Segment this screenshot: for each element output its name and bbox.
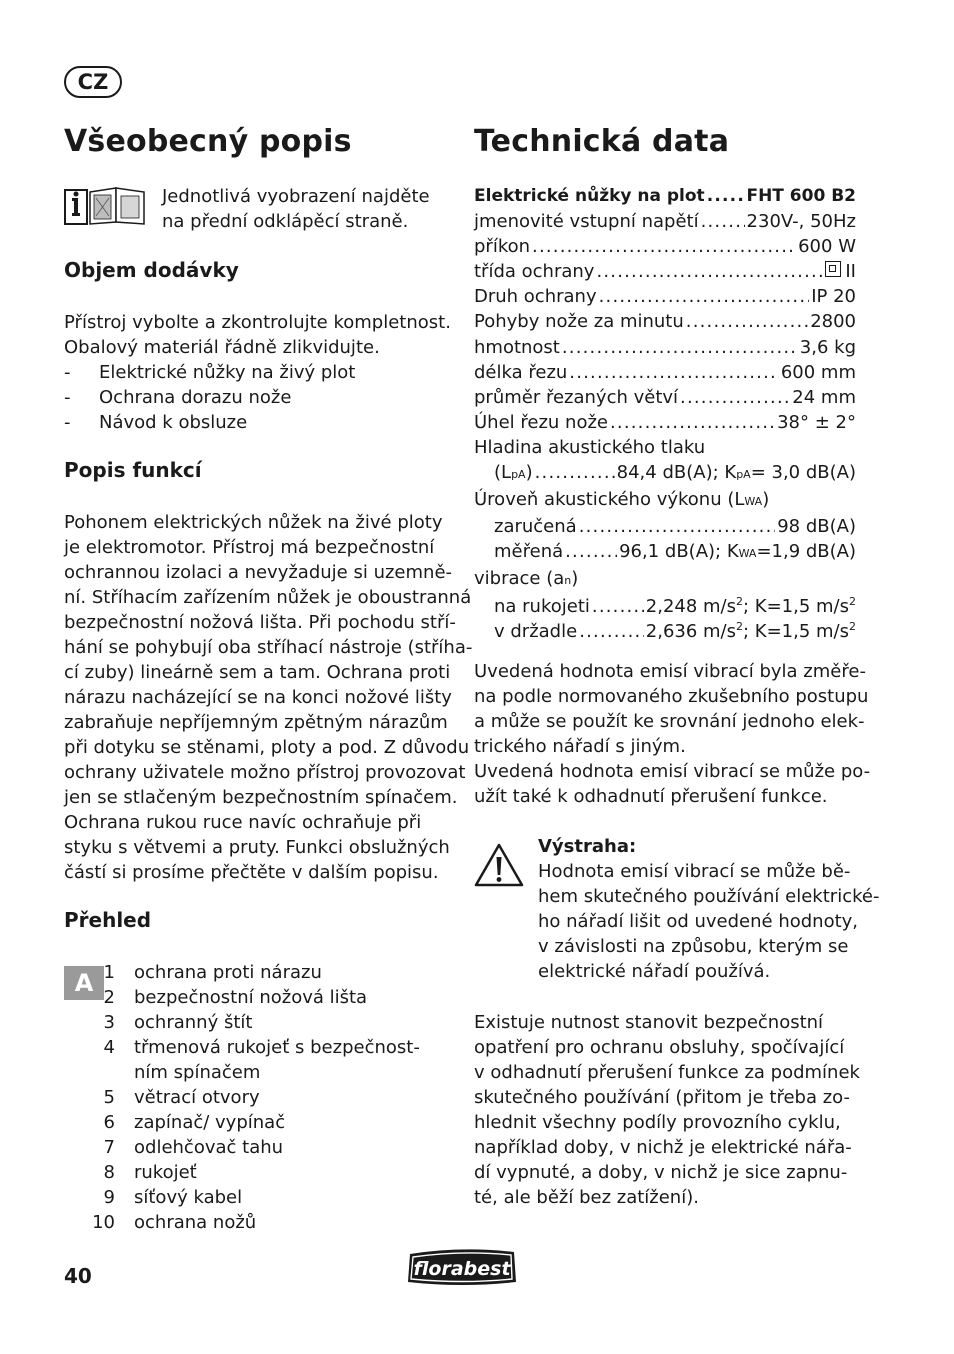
spec-row: Úhel řezu nože ..... 38° ± 2° (474, 410, 856, 435)
list-item: 4 třmenová rukojeť s bezpečnost- (103, 1037, 420, 1058)
list-item: - Elektrické nůžky na živý plot (64, 360, 451, 385)
figure-letter-badge: A (64, 966, 104, 1000)
delivery-text: Přístroj vybolte a zkontrolujte kompletnost. Obalový materiál řádně zlikvidujte. - Elektrické nůžky na živý plot - Ochrana dorazu nože - Návod k obsluze (64, 310, 451, 435)
list-item: 9 síťový kabel (103, 1187, 243, 1208)
heading-overview: Přehled (64, 908, 152, 932)
info-book-icon (64, 186, 148, 226)
section-title-general: Všeobecný popis (64, 124, 352, 159)
info-text: Jednotlivá vyobrazení najděte na přední odklápěcí straně. (162, 186, 430, 232)
vibration-note: Uvedená hodnota emisí vibrací byla změře- na podle normovaného zkušebního postupu a může se použít ke srovnání jednoho elek- trického nářadí s jiným. Uvedená hodnota emisí vibrací se může po- užít také k odhadnutí přerušení funkce. (474, 661, 871, 807)
spec-row: hmotnost ..... 3,6 kg (474, 335, 856, 360)
spec-header-row: Elektrické nůžky na plot ..... FHT 600 B2 (474, 184, 856, 209)
svg-text:florabest: florabest (413, 1258, 511, 1280)
spec-row: třída ochrany ..... II (474, 259, 856, 284)
list-item: ním spínačem (134, 1062, 261, 1083)
vibration-grip-row: v držadle ..... 2,636 $m/s^2$; K=1,5 $m/s^2$ (474, 619, 856, 644)
vibration-handle-row: na rukojeti ..... 2,248 $m/s^2$; K=1,5 $m/s^2$ (474, 594, 856, 619)
list-item: 3 ochranný štít (103, 1012, 253, 1033)
function-text: Pohonem elektrických nůžek na živé ploty je elektromotor. Přístroj má bezpečnostní ochrannou izolaci a nevyžaduje si uzemně- ní. Stříhacím zařízením nůžek je oboustranná bezpečnostní nožová lišta. Při pochodu stří- hání se pohybují oba stříhací nástroje (stříha- cí zuby) lineárně sem a tam. Ochrana proti nárazu nacházející se na konci nožové lišty zabraňuje nepříjemným zpětným nárazům při dotyku se stěnami, ploty a pod. Z důvodu ochrany uživatele možno přístroj provozovat jen se stlačeným bezpečnostním spínačem. Ochrana rukou ruce navíc ochraňuje při styku s větvemi a pruty. Funkci obslužných částí si prosíme přečtěte v dalším popisu. (64, 512, 473, 883)
list-item: 10 ochrana nožů (92, 1212, 257, 1233)
warning-block: Výstraha: Hodnota emisí vibrací se může bě- hem skutečného používání elektrické- ho nářadí lišit od uvedené hodnoty, v závislosti na způsobu, kterým se elektrické nářadí používá. (538, 836, 880, 982)
overview-list (64, 960, 454, 1235)
page-number: 40 (64, 1264, 92, 1288)
florabest-logo (404, 1244, 520, 1288)
acoustic-power-title: Úroveň akustického výkonu (LWA) (474, 489, 770, 511)
heading-function: Popis funkcí (64, 458, 202, 482)
warning-title: Výstraha: (538, 836, 637, 857)
vibration-title: vibrace (an) (474, 568, 579, 590)
list-item: 7 odlehčovač tahu (103, 1137, 284, 1158)
protection-class-icon (825, 261, 841, 277)
list-item: - Návod k obsluze (64, 410, 451, 435)
language-badge: CZ (64, 66, 122, 98)
safety-text: Existuje nutnost stanovit bezpečnostní opatření pro ochranu obsluhy, spočívající v odhadnutí přerušení funkce za podmínek skutečného používání (přitom je třeba zo- hlednit všechny podíly provozního cyklu, například doby, v nichž je elektrické nářa- dí vypnuté, a doby, v nichž je sice zapnu- té, ale běží bez zatížení). (474, 1012, 860, 1208)
spec-row: Pohyby nože za minutu ..... 2800 (474, 309, 856, 334)
list-item: 6 zapínač/ vypínač (103, 1112, 286, 1133)
acoustic-measured-row: měřená ..... 96,1 dB(A); KWA=1,9 dB(A) (474, 539, 856, 566)
section-title-technical: Technická data (474, 124, 730, 159)
spec-row: průměr řezaných větví ..... 24 mm (474, 385, 856, 410)
list-item: 8 rukojeť (103, 1162, 197, 1183)
list-item: - Ochrana dorazu nože (64, 385, 451, 410)
heading-delivery: Objem dodávky (64, 258, 239, 282)
list-item: 5 větrací otvory (103, 1087, 260, 1108)
spec-table (474, 184, 856, 644)
list-item: 1 ochrana proti nárazu (103, 962, 322, 983)
acoustic-guaranteed-row: zaručená ..... 98 dB(A) (474, 514, 856, 539)
list-item: 2 bezpečnostní nožová lišta (103, 987, 368, 1008)
spec-row: příkon ..... 600 W (474, 234, 856, 259)
spec-row: jmenovité vstupní napětí ..... 230V-, 50Hz (474, 209, 856, 234)
spec-row: délka řezu ..... 600 mm (474, 360, 856, 385)
acoustic-pressure-row: (LpA) ..... 84,4 dB(A); KpA= 3,0 dB(A) (474, 460, 856, 487)
spec-row: Druh ochrany ..... IP 20 (474, 284, 856, 309)
acoustic-pressure-title: Hladina akustického tlaku (474, 436, 706, 458)
warning-triangle-icon (474, 842, 524, 888)
